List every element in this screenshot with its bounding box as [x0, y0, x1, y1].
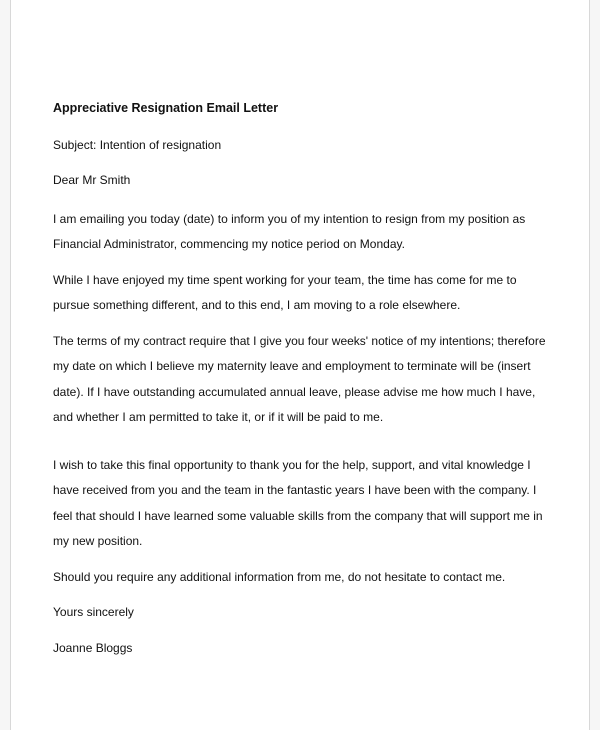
- document-page: [10, 0, 590, 730]
- greeting: Dear Mr Smith: [53, 173, 131, 187]
- document-title: Appreciative Resignation Email Letter: [53, 101, 279, 115]
- subject-line: Subject: Intention of resignation: [53, 137, 222, 152]
- paragraph-contact: Should you require any additional information from me, do not hesitate to contact me.: [53, 569, 506, 584]
- paragraph-reason: While I have enjoyed my time spent working for your team, the time has come for me to pursue something different, and to this end, I am moving to a role elsewhere.: [53, 272, 517, 312]
- signature: Joanne Bloggs: [53, 640, 133, 655]
- paragraph-intent: I am emailing you today (date) to inform you of my intention to resign from my position as Financial Administrator, commencing my notice period on Monday.: [53, 211, 526, 251]
- paragraph-notice: The terms of my contract require that I give you four weeks' notice of my intentions; therefore my date on which I believe my maternity leave and employment to terminate will be (insert date). If I have outstanding accumulated annual leave, please advise me how much I have, and whether I am permitted to take it, or if it will be paid to me.: [53, 333, 546, 424]
- paragraph-thanks: I wish to take this final opportunity to thank you for the help, support, and vital knowledge I have received from you and the team in the fantastic years I have been with the company. I feel that should I have learned some valuable skills from the company that will support me in my new position.: [53, 457, 543, 548]
- letter-body: [53, 96, 553, 671]
- closing: Yours sincerely: [53, 605, 134, 619]
